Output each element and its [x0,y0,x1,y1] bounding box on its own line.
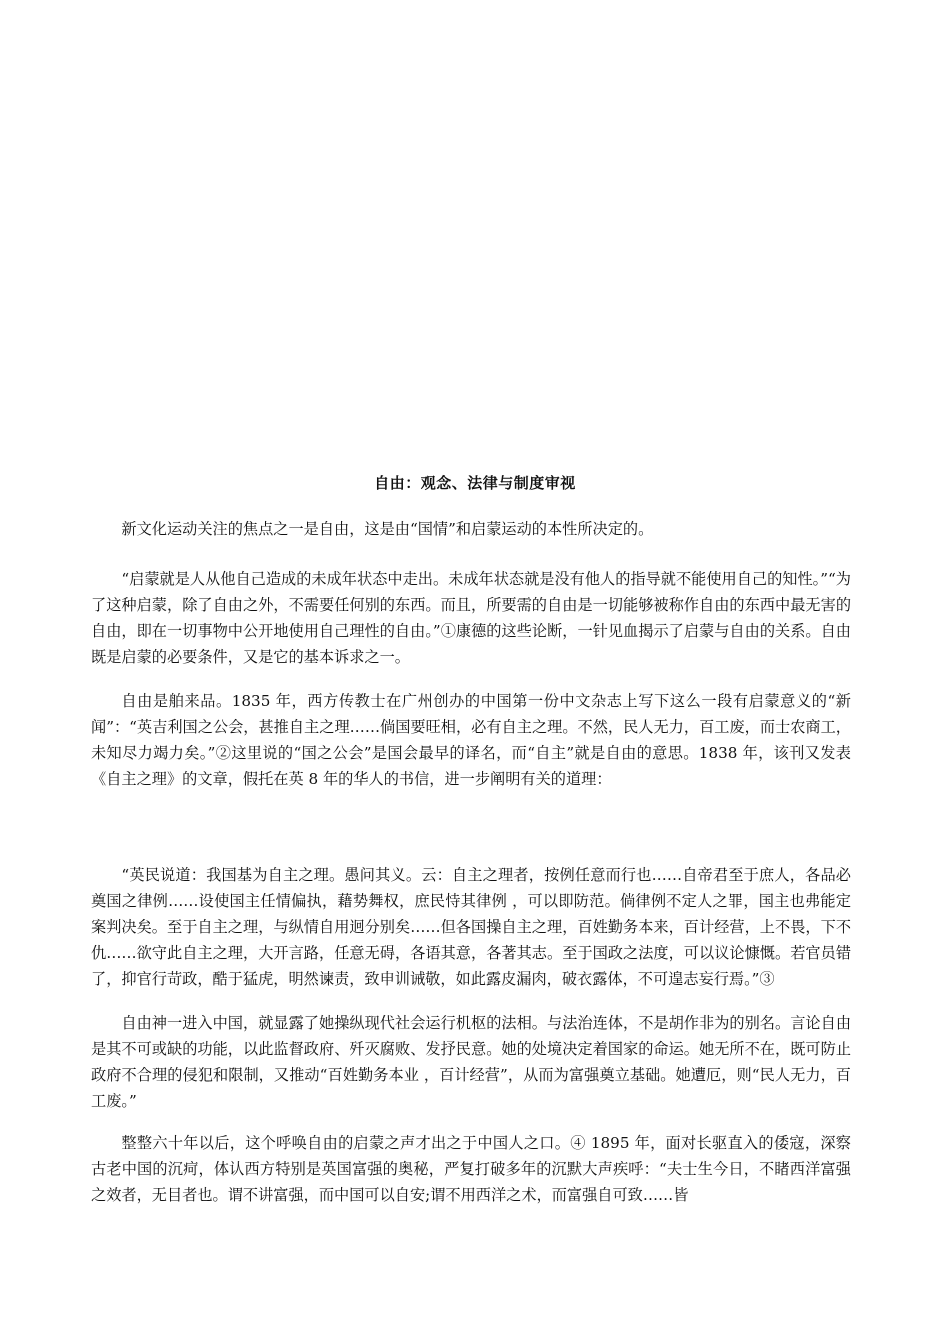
paragraph-import-of-freedom: 自由是舶来品。1835 年，西方传教士在广州创办的中国第一份中文杂志上写下这么一段有启蒙意义的“新闻”：“英吉利国之公会，甚推自主之理……倘国要旺相，必有自主之理。不然，民人无力，百工废，而士农商工，未知尽力竭力矣。”②这里说的“国之公会”是国会最早的译名，而“自主”就是自由的意思。1838 年，该刊又发表《自主之理》的文章，假托在英 8 年的华人的书信，进一步阐明有关的道理： [91,692,851,788]
paragraph-intro: 新文化运动关注的焦点之一是自由，这是由“国情”和启蒙运动的本性所决定的。 [121,520,654,538]
document-title: 自由：观念、法律与制度审视 [374,474,576,492]
paragraph-british-letter-quote: “英民说道：我国基为自主之理。愚问其义。云：自主之理者，按例任意而行也……自帝君至于庶人，各品必奠国之律例……设使国主任情偏执，藉势舞权，庶民恃其律例 ，可以即防范。倘律例不定人之罪，国主也弗能定案判决矣。至于自主之理，与纵情自用迥分别矣……但各国操自主之理，百姓勤务本来，百计经营，上不畏，下不仇……欲守此自主之理，大开言路，任意无碍，各语其意，各著其志。至于国政之法度，可以议论慷慨。若官员错了，抑官行苛政，酷于猛虎，明然谏责，致申训诫敬，如此露皮漏肉，破衣露体，不可遑志妄行焉。”③ [91,866,851,988]
paragraph-freedom-and-law: 自由神一进入中国，就显露了她操纵现代社会运行机枢的法相。与法治连体，不是胡作非为的别名。言论自由是其不可或缺的功能，以此监督政府、歼灭腐败、发抒民意。她的处境决定着国家的命运。她无所不在，既可防止政府不合理的侵犯和限制，又推动“百姓勤务本业 ，百计经营”，从而为富强奠立基础。她遭厄，则“民人无力，百工废。” [91,1014,851,1110]
paragraph-yan-fu: 整整六十年以后，这个呼唤自由的启蒙之声才出之于中国人之口。④ 1895 年，面对长驱直入的倭寇，深察古老中国的沉疴，体认西方特别是英国富强的奥秘，严复打破多年的沉默大声疾呼：“夫士生今日，不睹西洋富强之效者，无目者也。谓不讲富强，而中国可以自安;谓不用西洋之术，而富强自可致……皆 [91,1134,851,1204]
paragraph-kant-quote: “启蒙就是人从他自己造成的未成年状态中走出。未成年状态就是没有他人的指导就不能使用自己的知性。”“为了这种启蒙，除了自由之外，不需要任何别的东西。而且，所要需的自由是一切能够被称作自由的东西中最无害的自由，即在一切事物中公开地使用自己理性的自由。”①康德的这些论断，一针见血揭示了启蒙与自由的关系。自由既是启蒙的必要条件，又是它的基本诉求之一。 [91,570,851,666]
